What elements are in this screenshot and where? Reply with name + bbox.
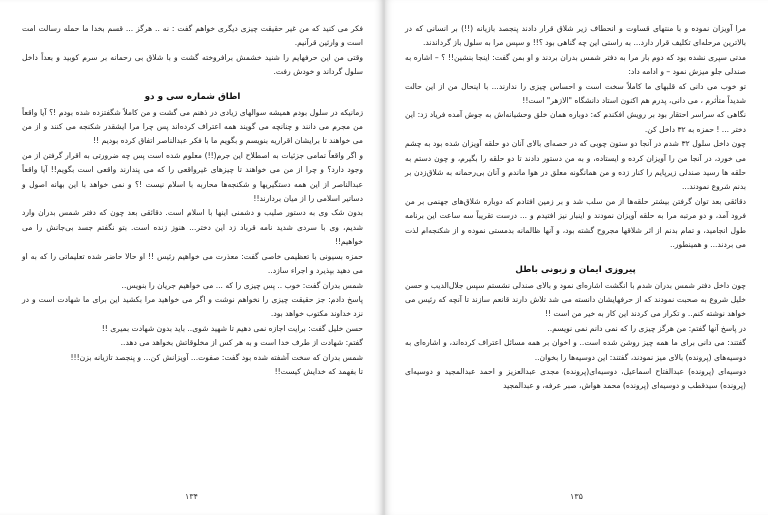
paragraph: تو خوب می دانی که قلبهای ما کاملاً سخت است و احساس چیزی را ندارند... با اینحال من از این حالت شدیداً متأثرم ، می دانی، پدرم هم اکنون استاد دانشگاه "الازهر" است!! [405, 81, 746, 106]
page-number: ۱۳۴ [185, 492, 198, 501]
paragraph: فکر می کنید که من غیر حقیقت چیزی دیگری خواهم گفت : نه .. هرگز ... قسم بخدا ما حمله رسالت امت است و وارثین قرآنیم. [22, 24, 363, 48]
paragraph: نگاهی که سراسر احتقار بود بر رویش افکندم که: دوباره همان خلق وحشیانه‌اش به جوش آمده فریاد زد: این دختر ... ! حمزه به ۳۲ داخل کن. [405, 110, 746, 134]
paragraph: گفتند: می دانی برای ما همه چیز روشن شده است.. و اخوان بر همه مسائل اعتراف کرده‌اند، و اشاره‌ای به دوسیه‌های (پرونده) بالای میز نمودند، گفتند: این دوسیه‌ها را بخوان.. [405, 338, 746, 362]
left-page-body-text [22, 106, 363, 380]
paragraph: پاسخ دادم: جز حقیقت چیزی را نخواهم نوشت و اگر می خواهید مرا بکشید این برای ما شهادت است و در نزد خداوند مکتوب خواهد بود. [22, 294, 363, 319]
paragraph: شمس بدران گفت: خوب .. پس چیزی را که ... می خواهیم جریان را بنویس.. [121, 280, 363, 290]
page-number: ۱۳۵ [570, 492, 583, 501]
paragraph: چون داخل دفتر شمس بدران شدم با انگشت اشاره‌ای نمود و بالای صندلی نشستم سپس جلال‌الدیب و حسن خلیل شروع به صحبت نمودند که از حرفهایشان دانسته می شد تلاش دارند قانعم سازند تا آنچه که رئیس می خواهد نوشته کنم.. و تکرار می کردند این کار به خیر من است !! [405, 280, 746, 319]
right-page-body-text [405, 279, 746, 394]
paragraph: وقتی من این حرفهایم را شنید خشمش برافروخته گشت و با شلاق بی رحمانه بر سرم کوبید و بعداً داخل سلول گرداند و خودش رفت. [22, 52, 363, 77]
paragraph: حسن خلیل گفت: برایت اجازه نمی دهیم تا شهید شوی.. باید بدون شهادت بمیری !! [101, 323, 363, 333]
left-page-top-text [22, 22, 363, 80]
paragraph: بدون شک وی به دستور صلیب و دشمنی اینها با اسلام است. دقائقی بعد چون که دفتر شمس بدران وارد شدیم، وی با سردی شدید نامه قرباد زد این دختر... هنوز زنده است. بتو نگفتم جسد بی‌جانش را می خواهیم!! [22, 208, 363, 247]
right-page [385, 0, 768, 515]
left-page [0, 0, 383, 515]
section-heading: پیروزی ایمان و زبونی باطل [515, 264, 636, 275]
paragraph: دقائقی بعد توان گرفتن بیشتر حلقه‌ها از من سلب شد و بر زمین افتادم که دوباره شلاق‌های جهنمی بر من فرود آمد، و دو مرتبه مرا به حلقه آویزان نمودند و اینبار نیز افتیدم و ... درست تقریباً سه ساعت این برنامه طول انجامید، و تمام بدنم از اثر شلاقها مجروح گشته بود، و آنها ظالمانه بدمستی نموده و از شکنجه‌ام لذت می بردند... و همینطور.. [405, 196, 746, 250]
paragraph: شمس بدران که سخت آشفته شده بود گفت: صفوت... آویزانش کن... و پنجصد تازیانه بزن!!! [70, 352, 363, 362]
paragraph: تا بفهمد که خدایش کیست!! [274, 366, 363, 376]
paragraph: مرا آویزان نموده و با منتهای قساوت و انحطاف زیر شلاق قرار دادند پنجصد بازیانه (!!) بر انسانی که در بالاترین مرحله‌ای تکلیف قرار دارد... به راستی این چه گناهی بود ؟!! و سپس مرا به سلول باز گرداندند. [405, 24, 746, 48]
paragraph: زمانیکه در سلول بودم همیشه سوالهای زیادی در ذهنم می گشت و من کاملاً شگفتزده شده بودم !؟ آیا واقعاً من مجرم می دانند و چنانچه می گویند همه اعتراف کرده‌اند پس چرا مرا ایشقدر شکنجه می کنند و از من می خواهند تا برایشان اقراریه بنویسم و بگویم ما با فکر عبدالناصر اتفاق کرده بودیم !! [22, 107, 363, 146]
paragraph: مدتی سپری نشده بود که دوم بار مرا به دفتر شمس بدران بردند و او بمن گفت: اینجا بنشین!! ؟ – اشاره به صندلی جلو میزش نمود – و ادامه داد: [405, 52, 746, 77]
paragraph: دوسیه‌ای (پرونده) عبدالفتاح اسماعیل، دوسیه‌ای(پرونده) مجدی عبدالعزیز و احمد عبدالمجید و دوسیه‌ای (پرونده) سیدقطب و دوسیه‌ای (پرونده) محمد هواش، صبر عرفه، و عبدالمجید [405, 366, 746, 391]
paragraph: و اگر واقعاً تمامی جزئیات به اصطلاح این جرم(!!) معلوم شده است پس چه ضرورتی به اقرار گرفتن از من وجود دارد؟ و چرا از من می خواهند تا چیزهای غیرواقعی را که می پندارند واقعی است بگویم!! آیا واقعاً عبدالناصر از این همه دستگیریها و شکنجه‌ها محاربه با اسلام نیست !؟ و نمی خواهد با این بهانه اصول و دساتیر اسلامی را از میان بردارند!! [22, 150, 363, 204]
section-heading: اطاق شماره سی و دو [144, 91, 241, 102]
paragraph: حمزه بسیونی با تعظیمی خاصی گفت: معذرت می خواهیم رئیس !! او حالا حاضر شده تعلیماتی را که به او می دهید بپذیرد و اجراء سازد.. [22, 251, 363, 276]
right-page-top-text [405, 22, 746, 253]
paragraph: در پاسخ آنها گفتم: من هرگز چیزی را که نمی دانم نمی نویسم.. [547, 323, 746, 333]
paragraph: گفتم: شهادت از طرف خدا است و به هر کس از مخلوقاتش بخواهد می دهد.. [120, 338, 363, 348]
paragraph: چون داخل سلول ۳۲ شدم در آنجا دو ستون چوبی که در حصه‌ای بالای آنان دو حلقه آویزان شده بود به چشم می خورد، در آنجا من را آویزان کرده و ایستاده، و به من دستور دادند تا دو حلقه را بگیرم، و چون دستم به حلقه ها رسید صندلی زیرپایم را کنار زده و من همانگونه معلق در هوا ماندم و آنان بی‌رحمانه به شلاق‌زدن بر بدنم شروع نمودند... [405, 139, 746, 192]
